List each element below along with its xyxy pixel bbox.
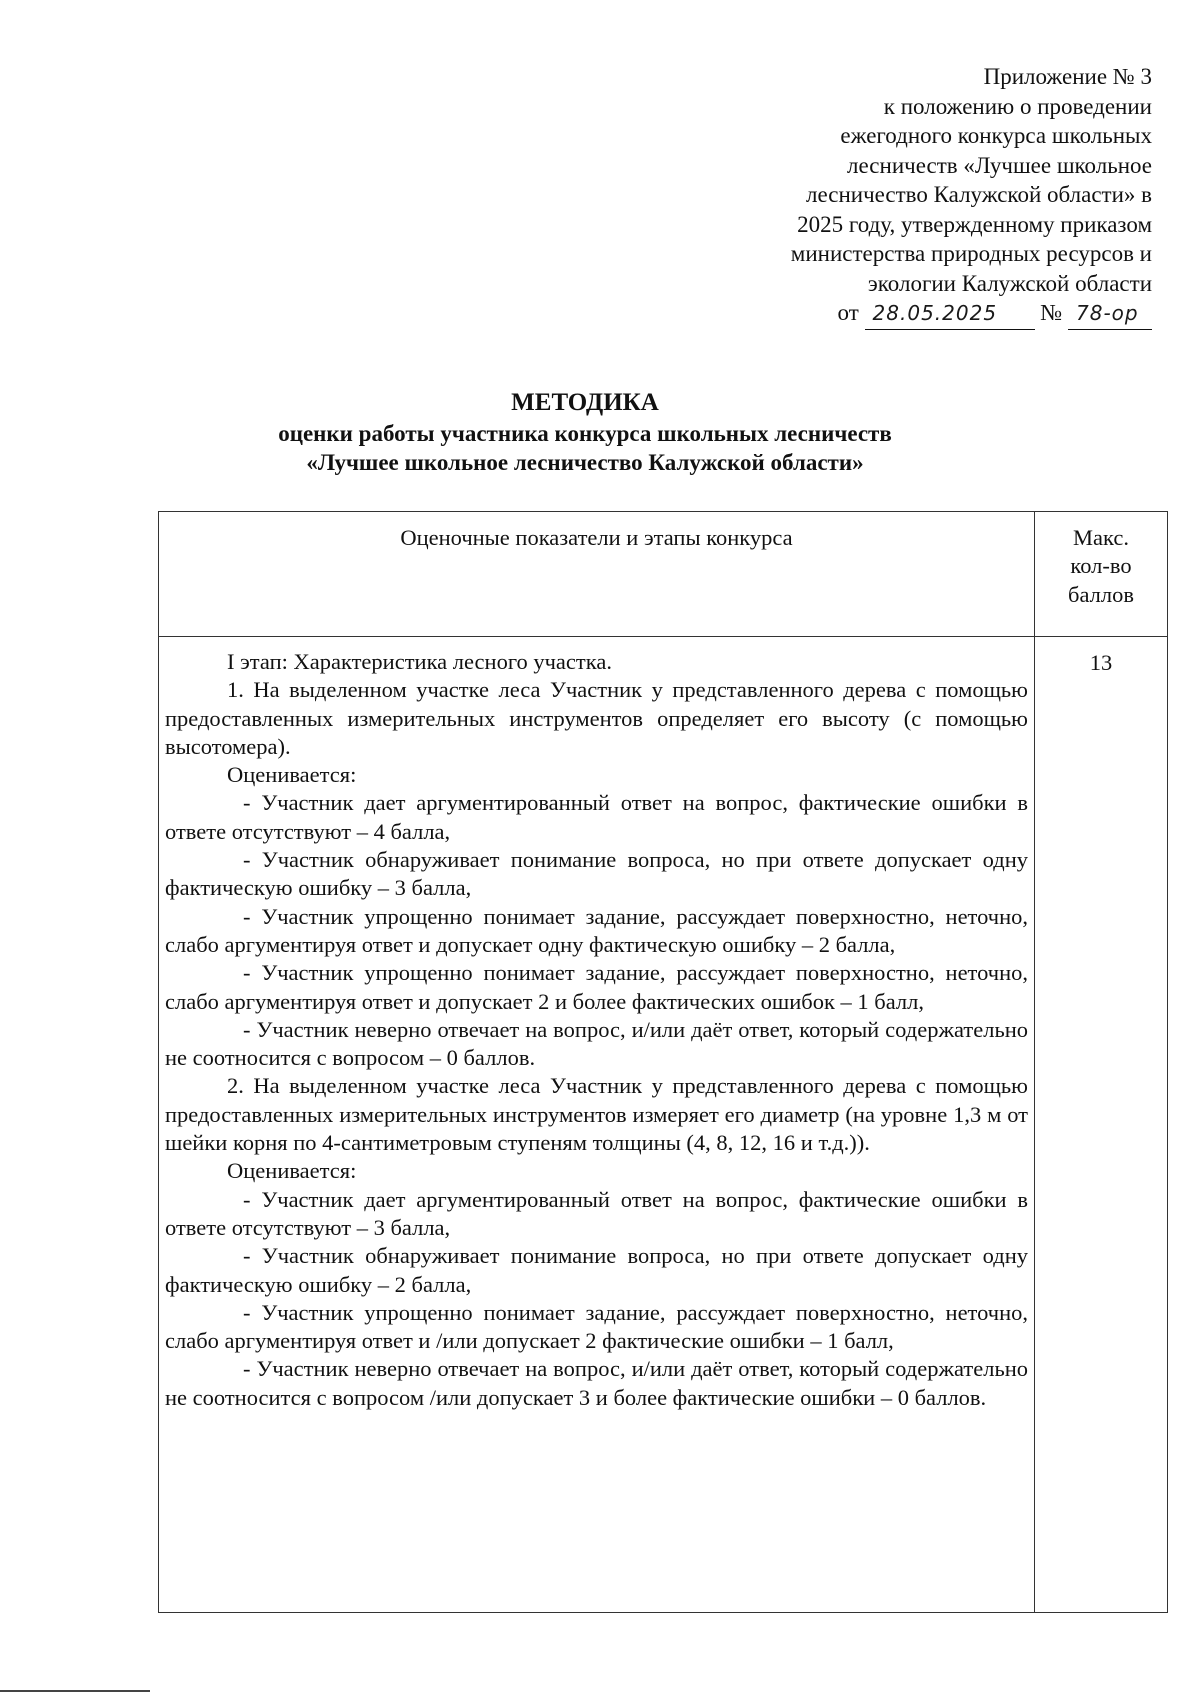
annex-line: министерства природных ресурсов и [790, 241, 1152, 266]
annex-header [732, 62, 1152, 330]
scoring-item: - Участник неверно отвечает на вопрос, и/или даёт ответ, который содержательно не соотносится с вопросом – 0 баллов. [165, 1016, 1028, 1071]
annex-line: лесничество Калужской области» в [805, 182, 1152, 207]
assessed-label: Оценивается: [227, 762, 357, 788]
annex-line: экологии Калужской области [867, 270, 1152, 296]
header-criteria: Оценочные показатели и этапы конкурса [159, 512, 1035, 637]
number-field [1068, 298, 1152, 330]
annex-line: ежегодного конкурса школьных [840, 123, 1152, 148]
scoring-item: - Участник дает аргументированный ответ на вопрос, фактические ошибки в ответе отсутствуют – 3 балла, [165, 1186, 1028, 1240]
table-row [159, 637, 1168, 1613]
document-title [150, 388, 1020, 477]
scoring-item: - Участник упрощенно понимает задание, рассуждает поверхностно, неточно, слабо аргументируя ответ и /или допускает 2 фактические ошибки – 1 балл, [165, 1299, 1028, 1354]
handwritten-date: 28.05.2025 [872, 301, 998, 325]
stage-heading: I этап: Характеристика лесного участка. [227, 649, 612, 674]
scoring-item: - Участник обнаруживает понимание вопроса, но при ответе допускает одну фактическую ошибку – 3 балла, [165, 847, 1028, 901]
assessed-label: Оценивается: [227, 1158, 357, 1184]
header-max-points-line: Макс. [1073, 525, 1129, 550]
title-subtitle-2: «Лучшее школьное лесничество Калужской области» [306, 450, 864, 475]
assessment-table [158, 511, 1168, 1613]
annex-line: 2025 году, утвержденному приказом [797, 211, 1152, 237]
scoring-item: - Участник дает аргументированный ответ на вопрос, фактические ошибки в ответе отсутствуют – 4 балла, [165, 790, 1028, 844]
scoring-item: - Участник неверно отвечает на вопрос, и/или даёт ответ, который содержательно не соотносится с вопросом /или допускает 3 и более фактические ошибки – 0 баллов. [165, 1356, 1028, 1410]
date-field [865, 298, 1035, 330]
task-paragraph: 2. На выделенном участке леса Участник у представленного дерева с помощью предоставленных измерительных инструментов измеряет его диаметр (на уровне 1,3 м от шейки корня по 4-сантиметровым ступеням толщины (4, 8, 12, 16 и т.д.)). [165, 1073, 1028, 1156]
max-points-cell: 13 [1035, 637, 1168, 1613]
handwritten-number: 78-ор [1076, 301, 1139, 325]
order-date-number-line [732, 298, 1152, 330]
header-max-points-line: баллов [1068, 581, 1134, 607]
title-main: МЕТОДИКА [511, 389, 659, 416]
date-prefix: от [837, 300, 859, 325]
table-header-row [159, 512, 1168, 637]
scoring-item: - Участник обнаруживает понимание вопроса, но при ответе допускает одну фактическую ошибку – 2 балла, [165, 1243, 1028, 1297]
title-subtitle-1: оценки работы участника конкурса школьных лесничеств [278, 421, 892, 446]
number-prefix: № [1040, 300, 1063, 325]
footnote-divider [0, 1690, 150, 1692]
scoring-item: - Участник упрощенно понимает задание, рассуждает поверхностно, неточно, слабо аргументируя ответ и допускает одну фактическую ошибку – 2 балла, [165, 903, 1028, 957]
annex-line: Приложение № 3 [983, 64, 1152, 89]
scoring-item: - Участник упрощенно понимает задание, рассуждает поверхностно, неточно, слабо аргументируя ответ и допускает 2 и более фактических ошибок – 1 балл, [165, 960, 1028, 1014]
task-paragraph: 1. На выделенном участке леса Участник у представленного дерева с помощью предоставленных измерительных инструментов определяет его высоту (с помощью высотомера). [165, 677, 1028, 759]
annex-line: лесничеств «Лучшее школьное [847, 152, 1152, 178]
annex-line: к положению о проведении [883, 93, 1152, 119]
criteria-cell [159, 637, 1035, 1613]
header-max-points [1035, 512, 1168, 637]
header-max-points-line: кол-во [1070, 553, 1132, 579]
